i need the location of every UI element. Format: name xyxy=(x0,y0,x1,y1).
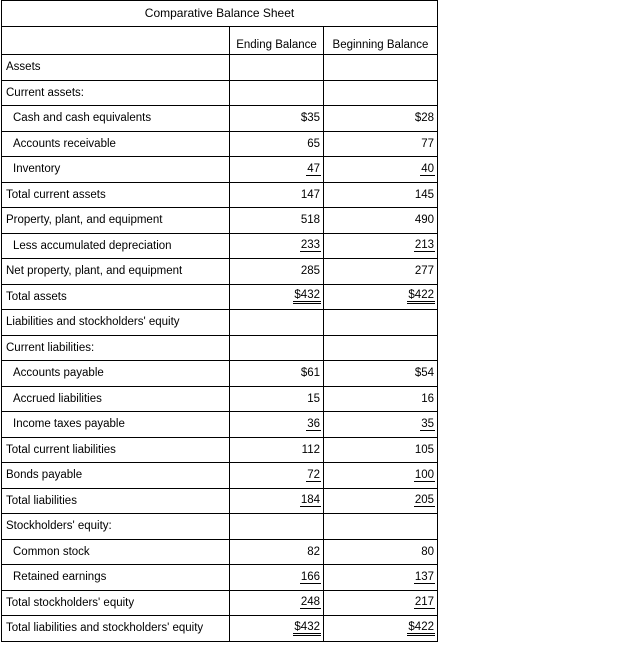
ending-value xyxy=(230,55,324,81)
table-row xyxy=(2,463,438,489)
column-header-row xyxy=(2,26,438,55)
table-row xyxy=(2,80,438,106)
beginning-value: $422 xyxy=(324,284,438,310)
row-label: Inventory xyxy=(2,157,230,183)
row-label: Total assets xyxy=(2,284,230,310)
row-label: Bonds payable xyxy=(2,463,230,489)
ending-value: 518 xyxy=(230,208,324,234)
table-row xyxy=(2,55,438,81)
beginning-value: 205 xyxy=(324,488,438,514)
table-row xyxy=(2,106,438,132)
row-label: Accrued liabilities xyxy=(2,386,230,412)
table-row xyxy=(2,157,438,183)
table-row xyxy=(2,590,438,616)
table-row xyxy=(2,335,438,361)
beginning-value xyxy=(324,310,438,336)
beginning-value: 277 xyxy=(324,259,438,285)
beginning-value: $54 xyxy=(324,361,438,387)
row-label: Cash and cash equivalents xyxy=(2,106,230,132)
ending-value: 112 xyxy=(230,437,324,463)
table-title: Comparative Balance Sheet xyxy=(2,1,438,27)
ending-value: 65 xyxy=(230,131,324,157)
row-label: Total stockholders' equity xyxy=(2,590,230,616)
beginning-value: $422 xyxy=(324,616,438,642)
ending-value: $432 xyxy=(230,616,324,642)
balance-sheet-table xyxy=(1,0,438,642)
beginning-value: 213 xyxy=(324,233,438,259)
row-label: Total current assets xyxy=(2,182,230,208)
ending-value: 82 xyxy=(230,539,324,565)
row-label: Retained earnings xyxy=(2,565,230,591)
beginning-value: 100 xyxy=(324,463,438,489)
row-label: Property, plant, and equipment xyxy=(2,208,230,234)
ending-value: $61 xyxy=(230,361,324,387)
row-label: Less accumulated depreciation xyxy=(2,233,230,259)
row-label: Accounts receivable xyxy=(2,131,230,157)
header-beginning-balance: Beginning Balance xyxy=(324,26,438,55)
ending-value xyxy=(230,335,324,361)
table-row xyxy=(2,310,438,336)
row-label: Stockholders' equity: xyxy=(2,514,230,540)
table-row xyxy=(2,514,438,540)
ending-value: 184 xyxy=(230,488,324,514)
ending-value: 233 xyxy=(230,233,324,259)
ending-value: $432 xyxy=(230,284,324,310)
table-row xyxy=(2,131,438,157)
table-row xyxy=(2,233,438,259)
table-row xyxy=(2,565,438,591)
header-label-cell xyxy=(2,26,230,55)
row-label: Current liabilities: xyxy=(2,335,230,361)
beginning-value: 137 xyxy=(324,565,438,591)
table-row xyxy=(2,437,438,463)
ending-value: 166 xyxy=(230,565,324,591)
table-row xyxy=(2,412,438,438)
ending-value: 36 xyxy=(230,412,324,438)
beginning-value: 40 xyxy=(324,157,438,183)
beginning-value: 16 xyxy=(324,386,438,412)
row-label: Net property, plant, and equipment xyxy=(2,259,230,285)
table-row xyxy=(2,284,438,310)
ending-value: 72 xyxy=(230,463,324,489)
row-label: Current assets: xyxy=(2,80,230,106)
beginning-value: 105 xyxy=(324,437,438,463)
row-label: Total current liabilities xyxy=(2,437,230,463)
row-label: Total liabilities xyxy=(2,488,230,514)
ending-value: 147 xyxy=(230,182,324,208)
ending-value xyxy=(230,80,324,106)
beginning-value: 80 xyxy=(324,539,438,565)
table-row xyxy=(2,259,438,285)
row-label: Assets xyxy=(2,55,230,81)
row-label: Total liabilities and stockholders' equity xyxy=(2,616,230,642)
beginning-value: 77 xyxy=(324,131,438,157)
table-row xyxy=(2,616,438,642)
ending-value: 15 xyxy=(230,386,324,412)
table-row xyxy=(2,208,438,234)
ending-value: $35 xyxy=(230,106,324,132)
ending-value: 47 xyxy=(230,157,324,183)
beginning-value xyxy=(324,335,438,361)
table-row xyxy=(2,539,438,565)
table-row xyxy=(2,361,438,387)
beginning-value: 490 xyxy=(324,208,438,234)
row-label: Liabilities and stockholders' equity xyxy=(2,310,230,336)
beginning-value: 145 xyxy=(324,182,438,208)
ending-value xyxy=(230,514,324,540)
table-row xyxy=(2,488,438,514)
table-title-row xyxy=(2,1,438,27)
row-label: Common stock xyxy=(2,539,230,565)
beginning-value: 217 xyxy=(324,590,438,616)
beginning-value xyxy=(324,514,438,540)
beginning-value xyxy=(324,80,438,106)
beginning-value: 35 xyxy=(324,412,438,438)
ending-value: 248 xyxy=(230,590,324,616)
beginning-value: $28 xyxy=(324,106,438,132)
beginning-value xyxy=(324,55,438,81)
ending-value: 285 xyxy=(230,259,324,285)
table-row xyxy=(2,386,438,412)
ending-value xyxy=(230,310,324,336)
header-ending-balance: Ending Balance xyxy=(230,26,324,55)
row-label: Accounts payable xyxy=(2,361,230,387)
table-row xyxy=(2,182,438,208)
row-label: Income taxes payable xyxy=(2,412,230,438)
